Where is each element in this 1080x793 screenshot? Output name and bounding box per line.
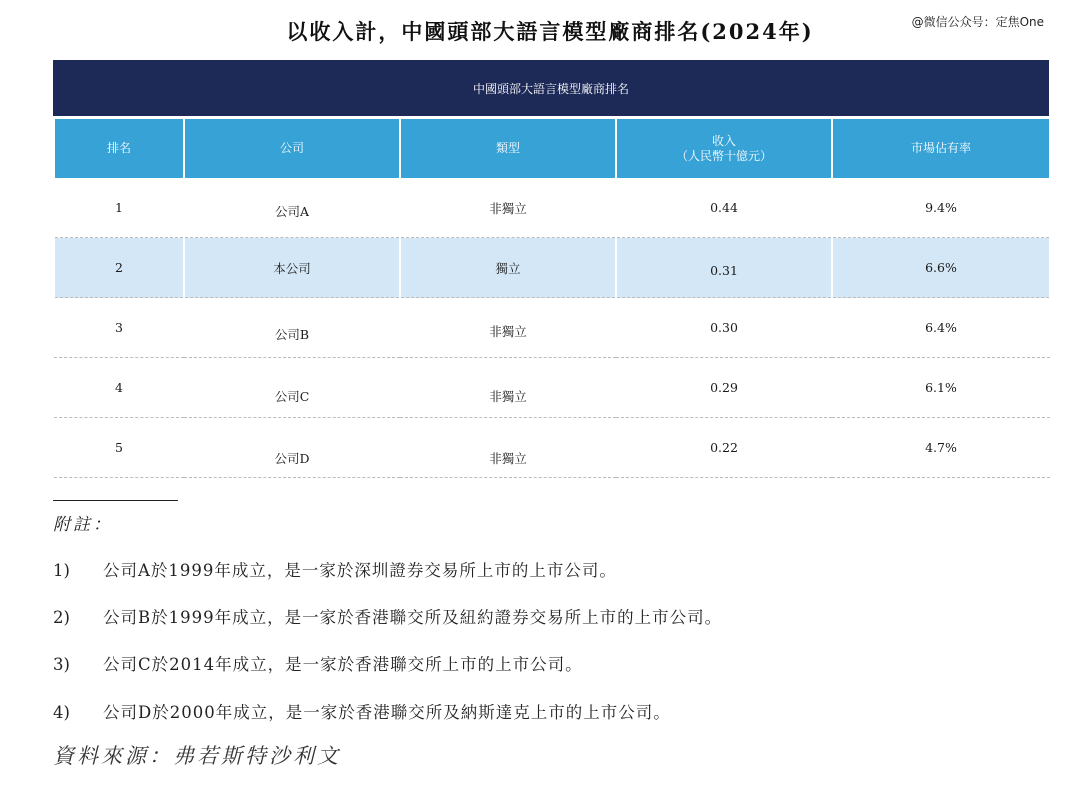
note-text: 公司D於2000年成立，是一家於香港聯交所及納斯達克上市的上市公司。 xyxy=(103,703,671,722)
note-number: 2) xyxy=(53,608,70,627)
rank-cell: 4 xyxy=(54,358,184,418)
note-text: 公司A於1999年成立，是一家於深圳證券交易所上市的上市公司。 xyxy=(103,561,617,580)
type-cell: 非獨立 xyxy=(400,178,616,238)
type-cell xyxy=(400,298,616,358)
header-revenue xyxy=(616,119,832,178)
company-name: 公司C xyxy=(274,388,310,404)
header-revenue-unit: （人民幣十億元） xyxy=(675,148,772,163)
page-title: 以收入計，中國頭部大語言模型廠商排名(2024年) xyxy=(286,19,814,44)
header-market-share: 市場佔有率 xyxy=(832,119,1050,178)
market-share-cell: 6.6% xyxy=(832,238,1050,298)
header-rank: 排名 xyxy=(54,119,184,178)
type-cell xyxy=(400,418,616,478)
notes-heading: 附註： xyxy=(53,515,113,535)
watermark: @微信公众号：定焦One xyxy=(911,15,1044,29)
note-number: 1) xyxy=(53,561,70,580)
ranking-table xyxy=(53,119,1051,478)
revenue-cell: 0.22 xyxy=(616,418,832,478)
table-row-highlighted xyxy=(54,238,1050,298)
company-cell xyxy=(184,178,400,238)
table-row xyxy=(54,178,1050,238)
source-citation: 資料來源：弗若斯特沙利文 xyxy=(53,744,341,768)
type-value: 非獨立 xyxy=(489,323,527,339)
header-revenue-label: 收入 xyxy=(711,133,736,148)
revenue-cell: 0.29 xyxy=(616,358,832,418)
type-cell: 獨立 xyxy=(400,238,616,298)
company-cell xyxy=(184,298,400,358)
revenue-value: 0.31 xyxy=(710,263,738,278)
market-share-cell: 9.4% xyxy=(832,178,1050,238)
company-name: 公司B xyxy=(274,326,310,342)
note-item xyxy=(53,699,671,723)
note-item xyxy=(53,604,722,628)
type-value: 非獨立 xyxy=(489,450,527,466)
revenue-cell xyxy=(616,238,832,298)
table-banner: 中國頭部大語言模型廠商排名 xyxy=(53,60,1049,116)
note-number: 4) xyxy=(53,703,70,722)
note-text: 公司B於1999年成立，是一家於香港聯交所及紐約證券交易所上市的上市公司。 xyxy=(103,608,723,627)
note-item xyxy=(53,651,583,675)
table-header-row xyxy=(54,119,1050,178)
rank-cell: 5 xyxy=(54,418,184,478)
note-item xyxy=(53,557,617,581)
market-share-cell: 6.4% xyxy=(832,298,1050,358)
company-name: 公司A xyxy=(274,203,310,219)
table-row xyxy=(54,358,1050,418)
header-company: 公司 xyxy=(184,119,400,178)
company-name: 公司D xyxy=(274,450,310,466)
company-cell xyxy=(184,358,400,418)
note-number: 3) xyxy=(53,655,70,674)
header-type: 類型 xyxy=(400,119,616,178)
revenue-cell: 0.30 xyxy=(616,298,832,358)
note-text: 公司C於2014年成立，是一家於香港聯交所上市的上市公司。 xyxy=(103,655,583,674)
company-cell: 本公司 xyxy=(184,238,400,298)
type-cell xyxy=(400,358,616,418)
rank-cell: 2 xyxy=(54,238,184,298)
notes-divider xyxy=(53,500,178,501)
rank-cell: 1 xyxy=(54,178,184,238)
type-value: 非獨立 xyxy=(489,388,527,404)
market-share-cell: 4.7% xyxy=(832,418,1050,478)
table-row xyxy=(54,298,1050,358)
table-row xyxy=(54,418,1050,478)
market-share-cell: 6.1% xyxy=(832,358,1050,418)
rank-cell: 3 xyxy=(54,298,184,358)
revenue-cell: 0.44 xyxy=(616,178,832,238)
company-cell xyxy=(184,418,400,478)
